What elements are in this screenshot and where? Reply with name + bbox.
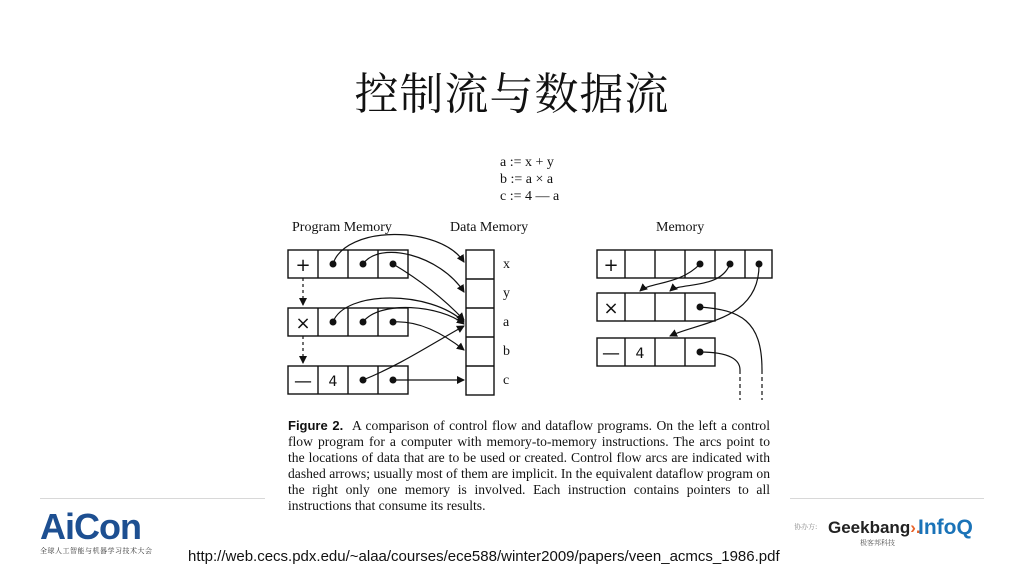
slide-title: 控制流与数据流	[354, 69, 670, 120]
source-url: http://web.cecs.pdx.edu/~alaa/courses/ece588/winter2009/papers/veen_acmcs_1986.pdf	[188, 548, 780, 565]
program-memory-label: Program Memory	[292, 220, 392, 235]
infoq-logo: InfoQ	[918, 516, 973, 539]
data-cell-b: b	[503, 344, 510, 359]
df-op-times: ×	[603, 298, 619, 319]
footer-divider-left	[40, 498, 265, 499]
geekbang-subtitle: 极客邦科技	[860, 539, 895, 547]
data-cell-x: x	[503, 257, 510, 272]
op-plus: +	[295, 255, 311, 276]
code-line-1: a := x + y	[500, 155, 554, 170]
memory-label: Memory	[656, 220, 705, 235]
geekbang-prefix: Geek	[828, 518, 870, 537]
aicon-logo-text: AiCon	[40, 506, 141, 547]
partners-label: 协办方:	[794, 523, 818, 531]
df-op-minus: —	[602, 343, 620, 364]
df-op-plus: +	[603, 255, 619, 276]
geekbang-mark-icon: ›.	[910, 518, 921, 537]
data-cell-a: a	[503, 315, 510, 330]
caption-label: Figure 2.	[288, 418, 344, 433]
geekbang-suffix: bang	[869, 518, 911, 537]
op-times: ×	[295, 313, 311, 334]
data-cell-y: y	[503, 286, 510, 301]
data-cell-c: c	[503, 373, 510, 388]
op-minus: —	[294, 371, 312, 392]
footer-divider-right	[790, 498, 984, 499]
geekbang-logo	[828, 518, 921, 538]
const-four: 4	[328, 374, 338, 390]
aicon-logo	[40, 508, 165, 556]
df-const-four: 4	[635, 346, 645, 362]
figure-caption	[288, 418, 770, 514]
aicon-logo-subtitle: 全球人工智能与机器学习技术大会	[40, 547, 153, 555]
caption-text: A comparison of control flow and dataflow programs. On the left a control flow program for a computer with memory-to-memory instructions. The arcs point to the locations of data that are to be used or created. Control flow arcs are indicated with dashed arrows; usually most of them are implicit. In the equivalent dataflow program on the right only one memory is involved. Each instruction contains pointers to all instructions that consume its results.	[288, 418, 770, 513]
data-memory-label: Data Memory	[450, 220, 529, 235]
code-line-2: b := a × a	[500, 172, 554, 187]
code-line-3: c := 4 — a	[500, 189, 560, 204]
